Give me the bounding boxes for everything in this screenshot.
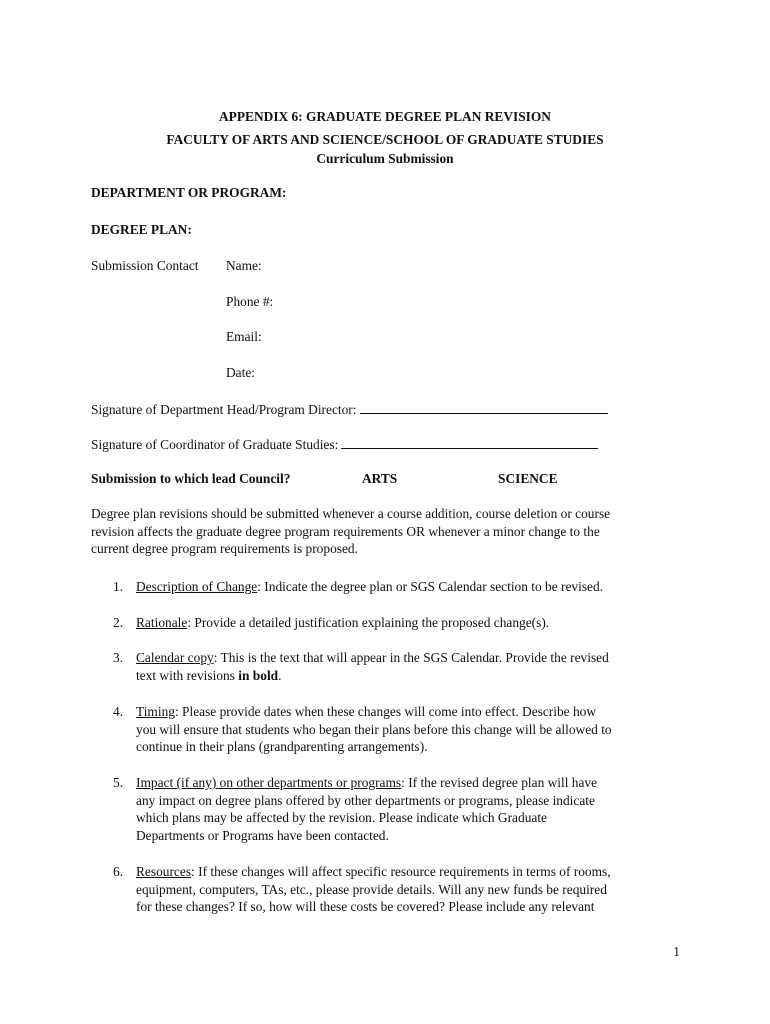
council-label: Submission to which lead Council?: [91, 471, 291, 486]
page-number: 1: [673, 944, 680, 959]
item-line: for these changes? If so, how will these costs be covered? Please include any relevant: [136, 899, 595, 915]
item-text: [136, 863, 686, 916]
item-line: : This is the text that will appear in the SGS Calendar. Provide the revised: [213, 650, 609, 665]
department-label: DEPARTMENT OR PROGRAM:: [91, 185, 287, 200]
item-line: : Provide a detailed justification explaining the proposed change(s).: [187, 615, 550, 630]
item-number: 1.: [113, 579, 124, 594]
item-number: 6.: [113, 864, 124, 879]
item-title: Calendar copy: [136, 650, 214, 665]
item-number: 4.: [113, 704, 124, 719]
item-line: : If the revised degree plan will have: [401, 775, 598, 790]
appendix-title: APPENDIX 6: GRADUATE DEGREE PLAN REVISION: [219, 109, 551, 124]
signature-coordinator-line[interactable]: [341, 435, 598, 449]
faculty-title: FACULTY OF ARTS AND SCIENCE/SCHOOL OF GRADUATE STUDIES: [166, 132, 604, 147]
signature-coordinator-label: Signature of Coordinator of Graduate Studies:: [91, 437, 339, 452]
date-label: Date:: [226, 365, 255, 380]
item-line: continue in their plans (grandparenting arrangements).: [136, 739, 428, 755]
degree-plan-label: DEGREE PLAN:: [91, 222, 192, 237]
intro-paragraph: [91, 505, 681, 558]
item-line: which plans may be affected by the revision. Please indicate which Graduate: [136, 810, 547, 826]
item-title: Timing: [136, 704, 175, 719]
curriculum-subtitle: Curriculum Submission: [316, 151, 454, 166]
item-line: Departments or Programs have been contacted.: [136, 827, 389, 843]
submission-contact-label: Submission Contact: [91, 258, 199, 273]
phone-label: Phone #:: [226, 294, 274, 309]
item-line: : Please provide dates when these changes will come into effect. Describe how: [174, 704, 597, 719]
signature-head-row: [91, 400, 608, 419]
item-text: [136, 614, 686, 632]
item-title: Rationale: [136, 615, 188, 630]
signature-coordinator-row: [91, 435, 598, 454]
email-label: Email:: [226, 329, 262, 344]
item-text: [136, 774, 686, 844]
item-line: text with revisions: [136, 667, 239, 683]
name-label: Name:: [226, 258, 262, 273]
signature-head-label: Signature of Department Head/Program Director:: [91, 402, 357, 417]
signature-head-line[interactable]: [360, 400, 608, 414]
item-number: 5.: [113, 775, 124, 790]
item-bold-text: in bold: [238, 667, 279, 683]
item-text: [136, 578, 686, 596]
item-title: Impact (if any) on other departments or programs: [136, 775, 402, 790]
item-text: [136, 649, 686, 684]
item-line: you will ensure that students who began their plans before this change will be allowed to: [136, 721, 612, 737]
item-number: 2.: [113, 615, 124, 630]
item-line: : Indicate the degree plan or SGS Calendar section to be revised.: [257, 579, 604, 594]
intro-line: revision affects the graduate degree program requirements OR whenever a minor change to the: [91, 523, 600, 539]
item-line: any impact on degree plans offered by other departments or programs, please indicate: [136, 792, 595, 808]
item-line: .: [278, 667, 282, 683]
item-number: 3.: [113, 650, 124, 665]
intro-line: current degree program requirements is proposed.: [91, 541, 358, 557]
council-option-science[interactable]: SCIENCE: [498, 471, 558, 486]
item-line: equipment, computers, TAs, etc., please provide details. Will any new funds be required: [136, 881, 607, 897]
council-option-arts[interactable]: ARTS: [362, 471, 398, 486]
item-text: [136, 703, 686, 756]
item-line: : If these changes will affect specific resource requirements in terms of rooms,: [191, 864, 611, 879]
item-title: Resources: [136, 864, 192, 879]
item-title: Description of Change: [136, 579, 258, 594]
intro-line: Degree plan revisions should be submitted whenever a course addition, course deletion or course: [91, 506, 611, 521]
